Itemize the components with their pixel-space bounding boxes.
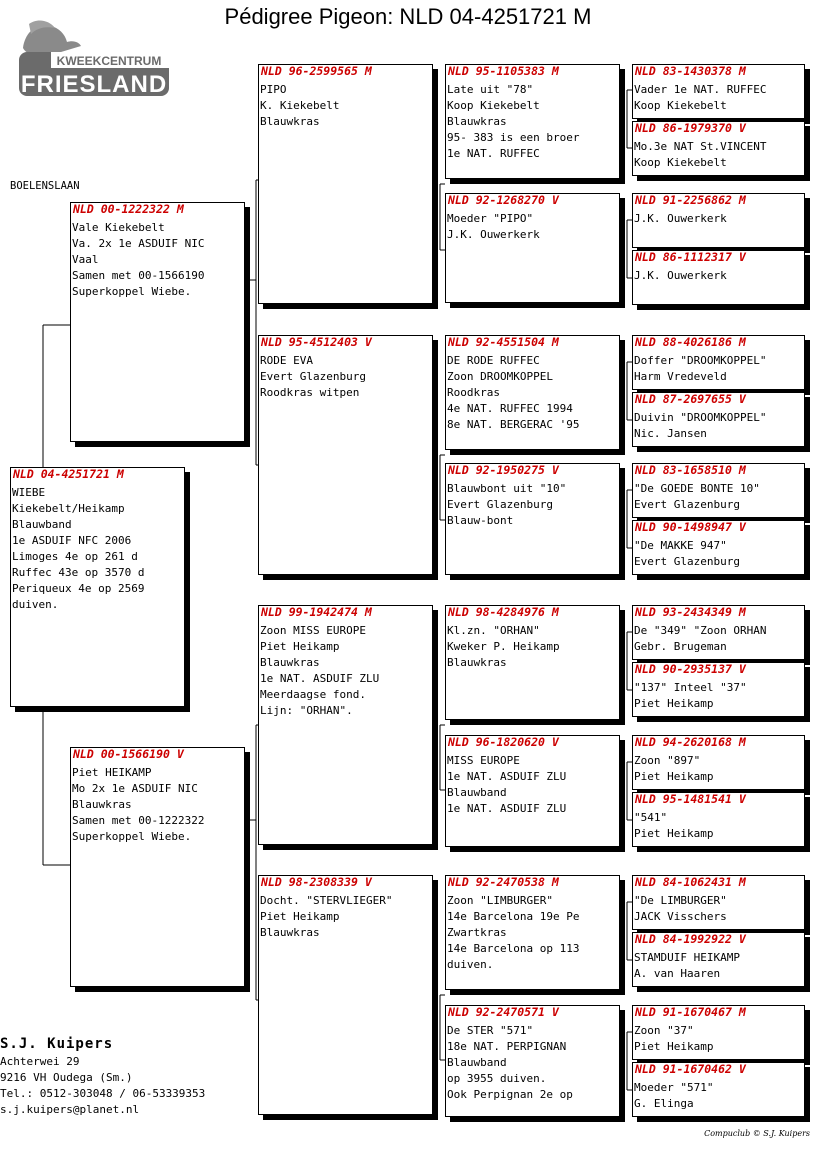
bird-info-line: G. Elinga — [634, 1097, 694, 1110]
ring-number: NLD 86-1979370 V — [635, 121, 746, 135]
bird-info-line: Piet HEIKAMP — [72, 766, 152, 779]
pedigree-card — [258, 64, 433, 304]
bird-info-line: JACK Visschers — [634, 910, 727, 923]
bird-info-line: STAMDUIF HEIKAMP — [634, 951, 740, 964]
bird-info-line: Ook Perpignan 2e op — [447, 1088, 573, 1101]
bird-info-line: Blauwkras — [447, 115, 507, 128]
bird-info-line: Meerdaagse fond. — [260, 688, 366, 701]
pedigree-card — [70, 202, 245, 442]
ring-number: NLD 87-2697655 V — [635, 392, 746, 406]
bird-info-line: RODE EVA — [260, 354, 313, 367]
ring-number: NLD 99-1942474 M — [261, 605, 372, 619]
page-title: Pédigree Pigeon: NLD 04-4251721 M — [224, 4, 592, 29]
ring-number: NLD 84-1992922 V — [635, 932, 746, 946]
bird-info-line: "De LIMBURGER" — [634, 894, 727, 907]
bird-info-line: duiven. — [12, 598, 59, 611]
pedigree-card — [445, 605, 620, 720]
bird-info-line: 95- 383 is een broer — [447, 131, 580, 144]
owner-phone: Tel.: 0512-303048 / 06-53339353 — [0, 1087, 206, 1100]
bird-info-line: "541" — [634, 811, 668, 824]
bird-info-line: 1e ASDUIF NFC 2006 — [12, 534, 132, 547]
bird-info-line: Lijn: "ORHAN". — [260, 704, 353, 717]
bird-info-line: Nic. Jansen — [634, 427, 707, 440]
bird-info-line: "137" Inteel "37" — [634, 681, 747, 694]
pedigree-card — [632, 64, 805, 119]
bird-info-line: Piet Heikamp — [634, 827, 714, 840]
ring-number: NLD 92-1268270 V — [448, 193, 559, 207]
ring-number: NLD 96-1820620 V — [448, 735, 559, 749]
pedigree-card — [632, 463, 805, 518]
pedigree-card — [445, 1005, 620, 1117]
bird-info-line: Blauwband — [447, 786, 507, 799]
bird-info-line: Blauwkras — [260, 115, 320, 128]
bird-info-line: Zoon "LIMBURGER" — [447, 894, 553, 907]
bird-info-line: Zwartkras — [447, 926, 507, 939]
bird-info-line: Evert Glazenburg — [447, 498, 553, 511]
owner-city: 9216 VH Oudega (Sm.) — [0, 1071, 133, 1084]
pedigree-card — [258, 335, 433, 575]
ring-number: NLD 91-1670462 V — [635, 1062, 746, 1076]
bird-info-line: Blauwband — [12, 518, 72, 531]
bird-info-line: J.K. Ouwerkerk — [634, 269, 727, 282]
pedigree-card — [445, 463, 620, 575]
bird-info-line: Late uit "78" — [447, 83, 534, 96]
bird-info-line: Piet Heikamp — [634, 1040, 714, 1053]
bird-info-line: Piet Heikamp — [634, 697, 714, 710]
bird-info-line: 1e NAT. ASDUIF ZLU — [447, 770, 567, 783]
ring-number: NLD 91-2256862 M — [635, 193, 746, 207]
bird-info-line: K. Kiekebelt — [260, 99, 340, 112]
bird-info-line: Duivin "DROOMKOPPEL" — [634, 411, 767, 424]
ring-number: NLD 98-4284976 M — [448, 605, 559, 619]
bird-info-line: Docht. "STERVLIEGER" — [260, 894, 393, 907]
pedigree-card — [632, 932, 805, 987]
pedigree-card — [632, 335, 805, 390]
bird-info-line: Harm Vredeveld — [634, 370, 727, 383]
pedigree-card — [632, 605, 805, 660]
bird-info-line: Blauwkras — [72, 798, 132, 811]
ring-number: NLD 91-1670467 M — [635, 1005, 746, 1019]
ring-number: NLD 90-1498947 V — [635, 520, 746, 534]
logo-top-text: KWEEKCENTRUM — [56, 54, 162, 68]
bird-info-line: Evert Glazenburg — [260, 370, 366, 383]
pedigree-card — [258, 605, 433, 845]
bird-info-line: WIEBE — [12, 486, 46, 499]
bird-info-line: Roodkras — [447, 386, 500, 399]
pedigree-card — [632, 1062, 805, 1117]
ring-number: NLD 94-2620168 M — [635, 735, 746, 749]
bird-info-line: De "349" "Zoon ORHAN — [634, 624, 767, 637]
bird-info-line: Vale Kiekebelt — [72, 221, 165, 234]
bird-info-line: Blauwbont uit "10" — [447, 482, 567, 495]
bird-info-line: Superkoppel Wiebe. — [72, 285, 192, 298]
bird-info-line: Kl.zn. "ORHAN" — [447, 624, 540, 637]
bird-info-line: Limoges 4e op 261 d — [12, 550, 138, 563]
bird-info-line: "De MAKKE 947" — [634, 539, 727, 552]
bird-info-line: Blauw-bont — [447, 514, 514, 527]
ring-number: NLD 00-1222322 M — [73, 202, 184, 216]
ring-number: NLD 92-2470538 M — [448, 875, 559, 889]
bird-info-line: 1e NAT. ASDUIF ZLU — [260, 672, 380, 685]
pedigree-card — [632, 392, 805, 447]
bird-info-line: DE RODE RUFFEC — [447, 354, 540, 367]
loft-label: BOELENSLAAN — [10, 180, 80, 192]
bird-info-line: Zoon "897" — [634, 754, 701, 767]
bird-info-line: Superkoppel Wiebe. — [72, 830, 192, 843]
bird-info-line: PIPO — [260, 83, 287, 96]
bird-info-line: Evert Glazenburg — [634, 498, 740, 511]
bird-info-line: Vaal — [72, 253, 99, 266]
pedigree-card — [258, 875, 433, 1115]
ring-number: NLD 90-2935137 V — [635, 662, 746, 676]
pedigree-card — [445, 193, 620, 303]
bird-info-line: Mo.3e NAT St.VINCENT — [634, 140, 767, 153]
ring-number: NLD 83-1658510 M — [635, 463, 746, 477]
bird-info-line: J.K. Ouwerkerk — [634, 212, 727, 225]
bird-info-line: Piet Heikamp — [260, 910, 340, 923]
ring-number: NLD 92-4551504 M — [448, 335, 559, 349]
bird-info-line: Zoon "37" — [634, 1024, 694, 1037]
ring-number: NLD 04-4251721 M — [13, 467, 124, 481]
bird-info-line: Kweker P. Heikamp — [447, 640, 560, 653]
bird-info-line: Piet Heikamp — [260, 640, 340, 653]
bird-info-line: op 3955 duiven. — [447, 1072, 547, 1085]
bird-info-line: duiven. — [447, 958, 494, 971]
bird-info-line: Doffer "DROOMKOPPEL" — [634, 354, 767, 367]
bird-info-line: 14e Barcelona op 113 — [447, 942, 580, 955]
bird-info-line: MISS EUROPE — [447, 754, 520, 767]
pedigree-card — [632, 193, 805, 248]
bird-info-line: Vader 1e NAT. RUFFEC — [634, 83, 767, 96]
pedigree-card — [632, 792, 805, 847]
bird-info-line: Va. 2x 1e ASDUIF NIC — [72, 237, 205, 250]
owner-email: s.j.kuipers@planet.nl — [0, 1103, 140, 1116]
bird-info-line: Koop Kiekebelt — [634, 156, 727, 169]
pedigree-card — [632, 1005, 805, 1060]
pedigree-card — [445, 735, 620, 847]
ring-number: NLD 83-1430378 M — [635, 64, 746, 78]
pedigree-card — [445, 875, 620, 990]
pedigree-card — [632, 662, 805, 717]
pedigree-card — [632, 875, 805, 930]
bird-info-line: 14e Barcelona 19e Pe — [447, 910, 580, 923]
ring-number: NLD 95-1481541 V — [635, 792, 746, 806]
ring-number: NLD 86-1112317 V — [635, 250, 746, 264]
bird-info-line: Blauwkras — [260, 926, 320, 939]
pedigree-card — [632, 250, 805, 305]
bird-info-line: Moeder "571" — [634, 1081, 714, 1094]
bird-info-line: Zoon DROOMKOPPEL — [447, 370, 553, 383]
bird-info-line: Ruffec 43e op 3570 d — [12, 566, 145, 579]
ring-number: NLD 92-1950275 V — [448, 463, 559, 477]
bird-info-line: Roodkras witpen — [260, 386, 360, 399]
bird-info-line: 8e NAT. BERGERAC '95 — [447, 418, 580, 431]
bird-info-line: Periqueux 4e op 2569 — [12, 582, 145, 595]
bird-info-line: Blauwkras — [260, 656, 320, 669]
ring-number: NLD 95-1105383 M — [448, 64, 559, 78]
owner-block — [0, 1034, 205, 1118]
bird-info-line: 1e NAT. RUFFEC — [447, 147, 540, 160]
bird-info-line: 1e NAT. ASDUIF ZLU — [447, 802, 567, 815]
ring-number: NLD 84-1062431 M — [635, 875, 746, 889]
bird-info-line: A. van Haaren — [634, 967, 721, 980]
bird-info-line: 4e NAT. RUFFEC 1994 — [447, 402, 573, 415]
logo-bottom-text: FRIESLAND — [20, 71, 168, 98]
ring-number: NLD 96-2599565 M — [261, 64, 372, 78]
pedigree-card — [70, 747, 245, 987]
ring-number: NLD 92-2470571 V — [448, 1005, 559, 1019]
bird-info-line: Blauwband — [447, 1056, 507, 1069]
bird-info-line: Koop Kiekebelt — [447, 99, 540, 112]
ring-number: NLD 98-2308339 V — [261, 875, 372, 889]
owner-address: Achterwei 29 — [0, 1055, 80, 1068]
pedigree-card — [632, 520, 805, 575]
bird-info-line: Evert Glazenburg — [634, 555, 740, 568]
pedigree-card — [632, 121, 805, 176]
bird-info-line: Mo 2x 1e ASDUIF NIC — [72, 782, 198, 795]
bird-info-line: Kiekebelt/Heikamp — [12, 502, 125, 515]
bird-info-line: 18e NAT. PERPIGNAN — [447, 1040, 567, 1053]
ring-number: NLD 88-4026186 M — [635, 335, 746, 349]
bird-info-line: "De GOEDE BONTE 10" — [634, 482, 760, 495]
pedigree-card — [445, 335, 620, 450]
bird-info-line: Gebr. Brugeman — [634, 640, 727, 653]
bird-info-line: Piet Heikamp — [634, 770, 714, 783]
bird-info-line: Samen met 00-1566190 — [72, 269, 205, 282]
pedigree-card — [632, 735, 805, 790]
bird-info-line: Koop Kiekebelt — [634, 99, 727, 112]
ring-number: NLD 93-2434349 M — [635, 605, 746, 619]
bird-info-line: De STER "571" — [447, 1024, 534, 1037]
bird-info-line: Zoon MISS EUROPE — [260, 624, 366, 637]
owner-name: S.J. Kuipers — [0, 1036, 114, 1052]
footer-credit: Compuclub © S.J. Kuipers — [704, 1129, 810, 1138]
bird-info-line: Samen met 00-1222322 — [72, 814, 205, 827]
bird-info-line: Moeder "PIPO" — [447, 212, 534, 225]
pedigree-card — [10, 467, 185, 707]
bird-info-line: Blauwkras — [447, 656, 507, 669]
bird-info-line: J.K. Ouwerkerk — [447, 228, 540, 241]
pedigree-card — [445, 64, 620, 179]
ring-number: NLD 00-1566190 V — [73, 747, 184, 761]
ring-number: NLD 95-4512403 V — [261, 335, 372, 349]
